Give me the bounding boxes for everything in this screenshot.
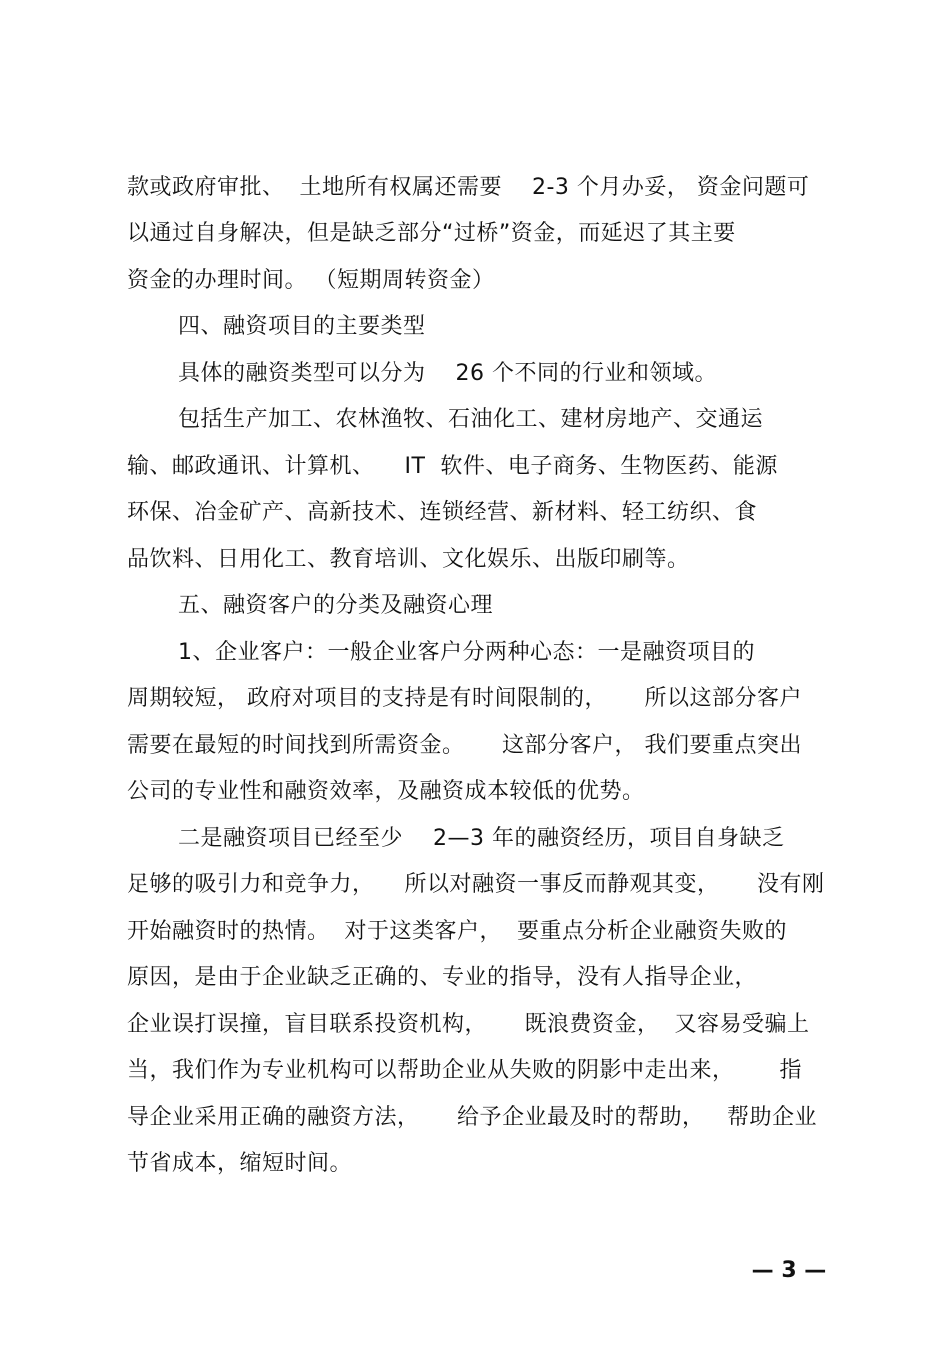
text-line-8: 环保、冶金矿产、高新技术、连锁经营、新材料、轻工纺织、食 [127, 500, 758, 525]
text-line-14: 公司的专业性和融资效率，及融资成本较低的优势。 [127, 779, 645, 804]
section-heading-4: 四、融资项目的主要类型 [178, 314, 426, 339]
text-line-3: 资金的办理时间。 （短期周转资金） [127, 268, 495, 293]
text-line-13: 需要在最短的时间找到所需资金。 这部分客户， 我们要重点突出 [127, 733, 802, 758]
text-line-12: 周期较短， 政府对项目的支持是有时间限制的， 所以这部分客户 [127, 686, 802, 711]
text-line-9: 品饮料、日用化工、教育培训、文化娱乐、出版印刷等。 [127, 547, 690, 572]
text-line-19: 企业误打误撞，盲目联系投资机构， 既浪费资金， 又容易受骗上 [127, 1012, 810, 1037]
text-line-17: 开始融资时的热情。 对于这类客户， 要重点分析企业融资失败的 [127, 919, 787, 944]
text-line-1: 款或政府审批、 土地所有权属还需要 2-3 个月办妥， 资金问题可 [127, 175, 810, 200]
text-line-21: 导企业采用正确的融资方法， 给予企业最及时的帮助， 帮助企业 [127, 1105, 817, 1130]
text-line-22: 节省成本，缩短时间。 [127, 1151, 353, 1176]
text-line-2: 以通过自身解决，但是缺乏部分“过桥”资金，而延迟了其主要 [127, 221, 736, 246]
text-line-20: 当，我们作为专业机构可以帮助企业从失败的阴影中走出来， 指 [127, 1058, 802, 1083]
text-line-5: 具体的融资类型可以分为 26 个不同的行业和领域。 [178, 361, 717, 386]
text-line-6: 包括生产加工、农林渔牧、石油化工、建材房地产、交通运 [178, 407, 764, 432]
text-line-15: 二是融资项目已经至少 2—3 年的融资经历，项目自身缺乏 [178, 826, 785, 851]
text-line-18: 原因，是由于企业缺乏正确的、专业的指导，没有人指导企业， [127, 965, 758, 990]
section-heading-5: 五、融资客户的分类及融资心理 [178, 593, 494, 618]
text-line-11: 1、企业客户：一般企业客户分两种心态：一是融资项目的 [178, 640, 755, 665]
text-line-16: 足够的吸引力和竞争力， 所以对融资一事反而静观其变， 没有刚 [127, 872, 825, 897]
text-line-7: 输、邮政通讯、计算机、 IT 软件、电子商务、生物医药、能源 [127, 454, 778, 479]
page-number: — 3 — [751, 1258, 827, 1283]
